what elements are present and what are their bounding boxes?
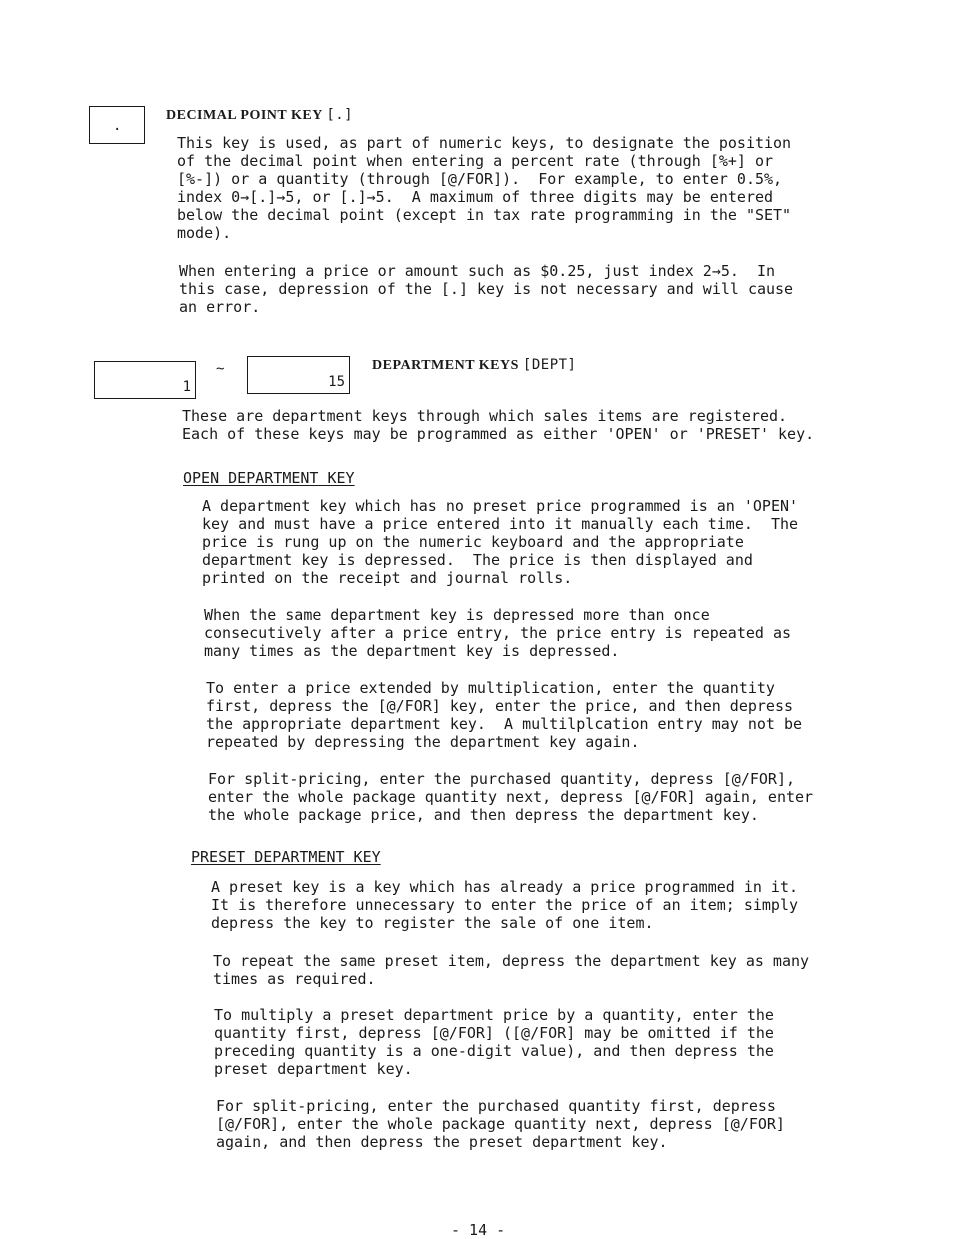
page-number: - 14 - (451, 1221, 506, 1239)
decimal-heading-code: [.] (326, 107, 354, 123)
key-range-separator: ~ (216, 361, 225, 377)
decimal-paragraph-2: When entering a price or amount such as $0.25, just index 2→5. In this case, depression of the [.] key is not necessary and will cause an error. (179, 262, 794, 316)
preset-paragraph-3: To multiply a preset department price by a quantity, enter the quantity first, depress [@/FOR] ([@/FOR] may be omitted if the preceding quantity is a one-digit value), and then depress the preset department key. (214, 1006, 774, 1078)
preset-paragraph-1: A preset key is a key which has already a price programmed in it. It is therefore unnecessary to enter the price of an item; simply depress the key to register the sale of one item. (211, 878, 798, 932)
open-paragraph-3: To enter a price extended by multiplication, enter the quantity first, depress the [@/FOR] key, enter the price, and then depress the appropriate department key. A multilplcation entry may not be repeated by depressing the department key again. (206, 679, 803, 751)
preset-paragraph-2: To repeat the same preset item, depress the department key as many times as required. (213, 952, 810, 988)
open-paragraph-2: When the same department key is depressed more than once consecutively after a price entry, the price entry is repeated as many times as the department key is depressed. (204, 606, 791, 660)
department-heading-text: DEPARTMENT KEYS (372, 358, 519, 373)
department-key-1-box (94, 361, 196, 399)
decimal-key-box (89, 106, 145, 144)
department-intro: These are department keys through which sales items are registered. Each of these keys may be programmed as either 'OPEN' or 'PRESET' key. (182, 407, 815, 443)
preset-paragraph-4: For split-pricing, enter the purchased quantity first, depress [@/FOR], enter the whole package quantity next, depress [@/FOR] again, and then depress the preset department key. (216, 1097, 785, 1151)
decimal-paragraph-1: This key is used, as part of numeric keys, to designate the position of the decimal point when entering a percent rate (through [%+] or [%-]) or a quantity (through [@/FOR]). For example, to enter 0.5%, index 0→[.]→5, or [.]→5. A maximum of three digits may be entered below the decimal point (except in tax rate programming in the "SET" mode). (177, 134, 792, 242)
decimal-key-glyph: . (113, 118, 122, 134)
department-heading-code: [DEPT] (522, 357, 577, 373)
decimal-heading-text: DECIMAL POINT KEY (166, 108, 323, 123)
department-key-15-box (247, 356, 350, 394)
department-key-15-label: 15 (328, 374, 345, 390)
department-key-1-label: 1 (182, 379, 191, 395)
department-heading (372, 356, 576, 375)
open-paragraph-4: For split-pricing, enter the purchased quantity, depress [@/FOR], enter the whole package quantity next, depress [@/FOR] again, enter the whole package price, and then depress the department key. (208, 770, 814, 824)
preset-department-subheading: PRESET DEPARTMENT KEY (191, 848, 381, 866)
decimal-heading (166, 106, 353, 125)
open-paragraph-1: A department key which has no preset price programmed is an 'OPEN' key and must have a price entered into it manually each time. The price is rung up on the numeric keyboard and the appropriate department key is depressed. The price is then displayed and printed on the receipt and journal rolls. (202, 497, 799, 587)
open-department-subheading: OPEN DEPARTMENT KEY (183, 469, 355, 487)
